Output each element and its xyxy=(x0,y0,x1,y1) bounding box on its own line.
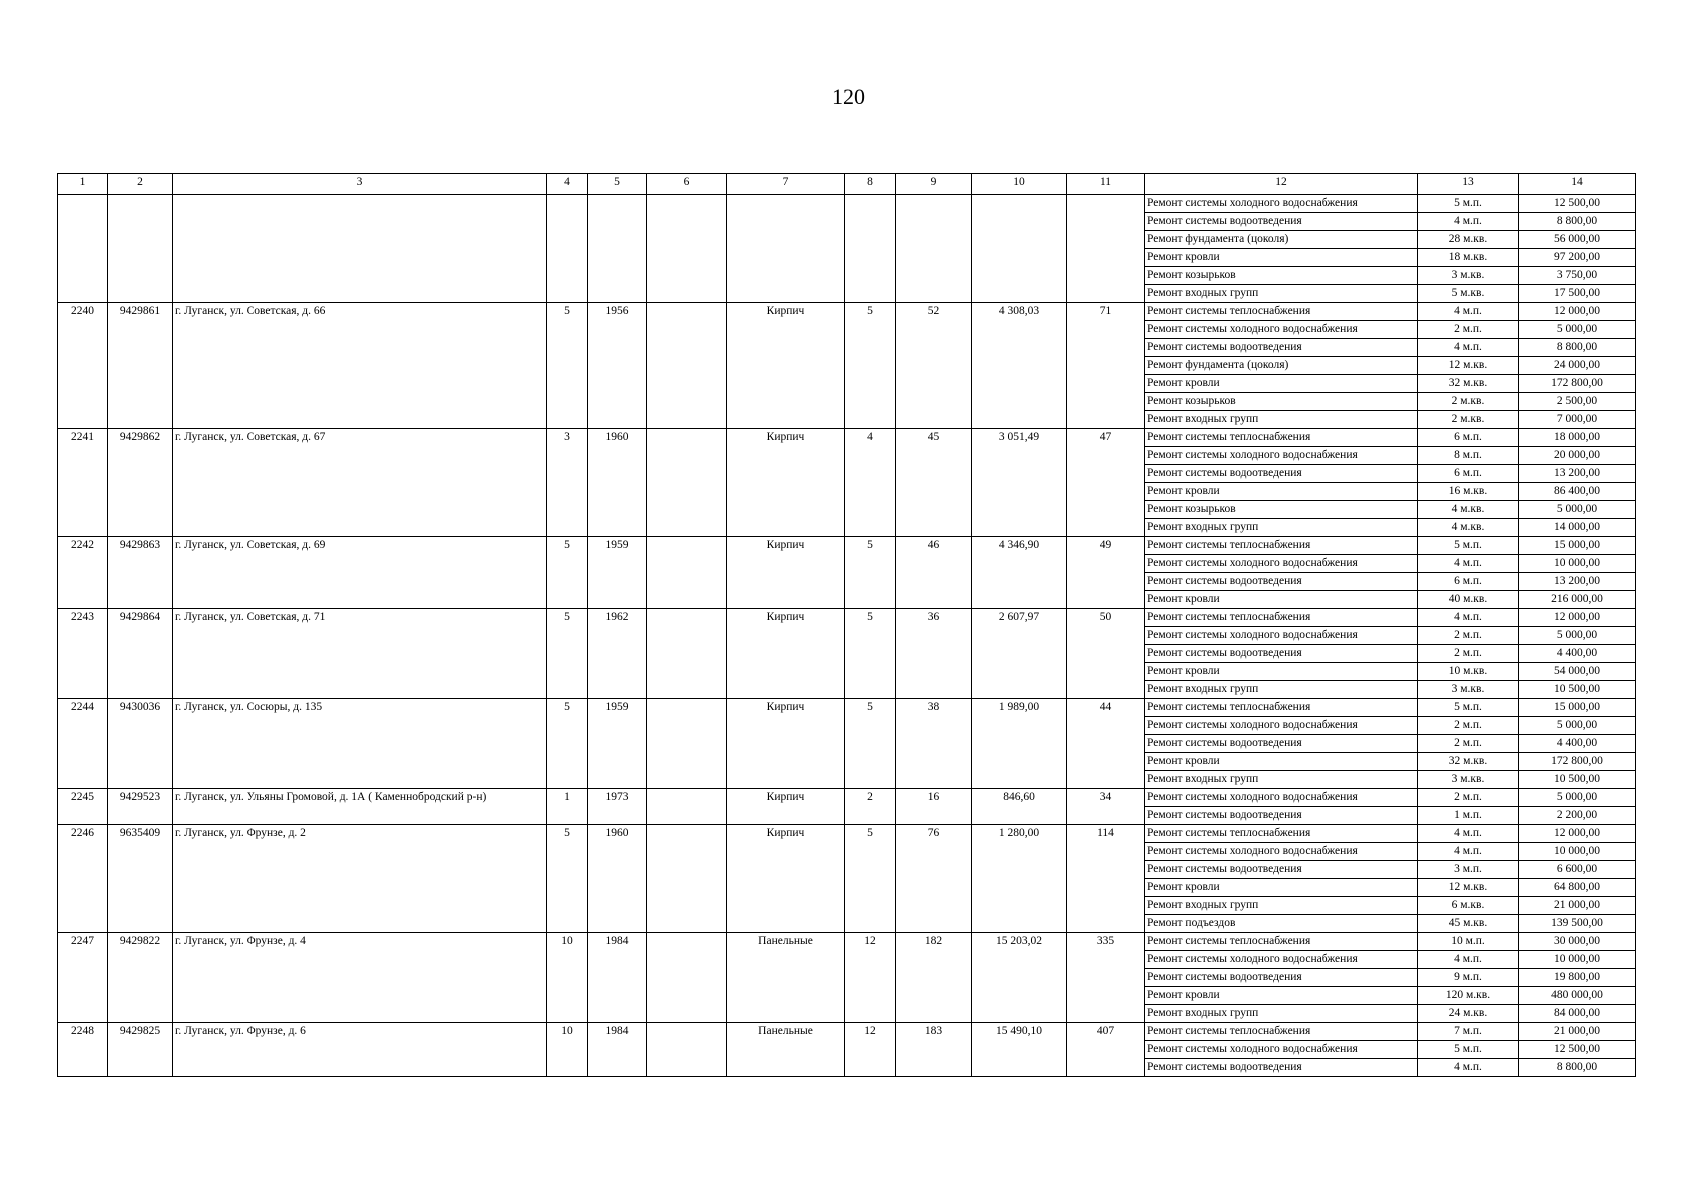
work-cost: 97 200,00 xyxy=(1519,249,1636,267)
table-row xyxy=(58,699,1636,717)
work-cost: 172 800,00 xyxy=(1519,753,1636,771)
work-cost: 15 000,00 xyxy=(1519,699,1636,717)
work-name: Ремонт кровли xyxy=(1145,753,1418,771)
work-name: Ремонт системы водоотведения xyxy=(1145,573,1418,591)
work-name: Ремонт входных групп xyxy=(1145,285,1418,303)
work-cost: 2 500,00 xyxy=(1519,393,1636,411)
building-year: 1984 xyxy=(588,1023,647,1077)
building-col9: 38 xyxy=(896,699,972,789)
work-volume: 1 м.п. xyxy=(1418,807,1519,825)
work-cost: 5 000,00 xyxy=(1519,627,1636,645)
building-year: 1960 xyxy=(588,825,647,933)
work-volume: 5 м.кв. xyxy=(1418,285,1519,303)
page-number: 120 xyxy=(832,84,865,109)
building-col8: 5 xyxy=(845,303,896,429)
column-header-12: 12 xyxy=(1145,174,1418,195)
building-floors: 3 xyxy=(547,429,588,537)
building-year: 1959 xyxy=(588,699,647,789)
building-col8: 4 xyxy=(845,429,896,537)
work-name: Ремонт кровли xyxy=(1145,249,1418,267)
work-volume: 2 м.п. xyxy=(1418,321,1519,339)
work-cost: 24 000,00 xyxy=(1519,357,1636,375)
building-address: г. Луганск, ул. Советская, д. 69 xyxy=(173,537,547,609)
work-name: Ремонт системы холодного водоснабжения xyxy=(1145,447,1418,465)
work-volume: 2 м.кв. xyxy=(1418,393,1519,411)
work-volume: 5 м.п. xyxy=(1418,1041,1519,1059)
work-volume: 2 м.п. xyxy=(1418,789,1519,807)
work-name: Ремонт системы водоотведения xyxy=(1145,339,1418,357)
work-name: Ремонт системы теплоснабжения xyxy=(1145,429,1418,447)
work-volume: 4 м.п. xyxy=(1418,951,1519,969)
building-year: 1984 xyxy=(588,933,647,1023)
building-col11: 49 xyxy=(1067,537,1145,609)
work-volume: 32 м.кв. xyxy=(1418,375,1519,393)
work-cost: 5 000,00 xyxy=(1519,789,1636,807)
building-code: 9429863 xyxy=(108,537,173,609)
work-volume: 10 м.кв. xyxy=(1418,663,1519,681)
building-code: 9429523 xyxy=(108,789,173,825)
work-name: Ремонт системы холодного водоснабжения xyxy=(1145,555,1418,573)
building-col8: 5 xyxy=(845,537,896,609)
building-code: 9429861 xyxy=(108,303,173,429)
work-volume: 4 м.кв. xyxy=(1418,519,1519,537)
work-name: Ремонт системы холодного водоснабжения xyxy=(1145,717,1418,735)
building-number: 2240 xyxy=(58,303,108,429)
column-header-5: 5 xyxy=(588,174,647,195)
column-header-13: 13 xyxy=(1418,174,1519,195)
column-header-4: 4 xyxy=(547,174,588,195)
building-year: 1960 xyxy=(588,429,647,537)
building-area xyxy=(972,195,1067,303)
building-col6 xyxy=(647,933,727,1023)
work-cost: 15 000,00 xyxy=(1519,537,1636,555)
work-volume: 3 м.п. xyxy=(1418,861,1519,879)
work-name: Ремонт системы холодного водоснабжения xyxy=(1145,195,1418,213)
building-year: 1956 xyxy=(588,303,647,429)
building-address: г. Луганск, ул. Советская, д. 71 xyxy=(173,609,547,699)
building-code: 9635409 xyxy=(108,825,173,933)
work-cost: 3 750,00 xyxy=(1519,267,1636,285)
building-col6 xyxy=(647,1023,727,1077)
building-floors: 5 xyxy=(547,303,588,429)
building-col11: 34 xyxy=(1067,789,1145,825)
work-cost: 12 000,00 xyxy=(1519,609,1636,627)
work-name: Ремонт кровли xyxy=(1145,375,1418,393)
building-material: Кирпич xyxy=(727,537,845,609)
table-row xyxy=(58,933,1636,951)
work-cost: 12 000,00 xyxy=(1519,303,1636,321)
work-name: Ремонт системы водоотведения xyxy=(1145,735,1418,753)
building-col11: 71 xyxy=(1067,303,1145,429)
work-name: Ремонт системы холодного водоснабжения xyxy=(1145,321,1418,339)
work-volume: 120 м.кв. xyxy=(1418,987,1519,1005)
work-cost: 5 000,00 xyxy=(1519,321,1636,339)
work-name: Ремонт системы водоотведения xyxy=(1145,645,1418,663)
column-header-6: 6 xyxy=(647,174,727,195)
building-col9: 16 xyxy=(896,789,972,825)
work-cost: 10 000,00 xyxy=(1519,555,1636,573)
work-name: Ремонт системы теплоснабжения xyxy=(1145,699,1418,717)
table-body xyxy=(58,195,1636,1077)
work-volume: 5 м.п. xyxy=(1418,699,1519,717)
work-name: Ремонт кровли xyxy=(1145,483,1418,501)
work-name: Ремонт входных групп xyxy=(1145,681,1418,699)
table-row xyxy=(58,825,1636,843)
work-volume: 16 м.кв. xyxy=(1418,483,1519,501)
work-name: Ремонт системы теплоснабжения xyxy=(1145,303,1418,321)
building-address: г. Луганск, ул. Советская, д. 67 xyxy=(173,429,547,537)
building-col6 xyxy=(647,429,727,537)
building-col8: 12 xyxy=(845,1023,896,1077)
building-floors: 5 xyxy=(547,699,588,789)
work-cost: 17 500,00 xyxy=(1519,285,1636,303)
work-cost: 20 000,00 xyxy=(1519,447,1636,465)
work-volume: 4 м.п. xyxy=(1418,339,1519,357)
table-row xyxy=(58,429,1636,447)
work-cost: 56 000,00 xyxy=(1519,231,1636,249)
building-col8: 5 xyxy=(845,825,896,933)
work-cost: 7 000,00 xyxy=(1519,411,1636,429)
building-col6 xyxy=(647,303,727,429)
table-row xyxy=(58,195,1636,213)
work-cost: 8 800,00 xyxy=(1519,339,1636,357)
building-number: 2246 xyxy=(58,825,108,933)
work-volume: 32 м.кв. xyxy=(1418,753,1519,771)
work-name: Ремонт кровли xyxy=(1145,879,1418,897)
building-code xyxy=(108,195,173,303)
work-name: Ремонт козырьков xyxy=(1145,393,1418,411)
work-name: Ремонт системы теплоснабжения xyxy=(1145,537,1418,555)
work-name: Ремонт системы холодного водоснабжения xyxy=(1145,951,1418,969)
building-col11: 114 xyxy=(1067,825,1145,933)
building-address: г. Луганск, ул. Ульяны Громовой, д. 1А ( Каменнобродский р-н) xyxy=(173,789,547,825)
building-area: 1 280,00 xyxy=(972,825,1067,933)
work-volume: 4 м.п. xyxy=(1418,843,1519,861)
work-name: Ремонт системы теплоснабжения xyxy=(1145,825,1418,843)
header-row xyxy=(58,174,1636,195)
column-header-2: 2 xyxy=(108,174,173,195)
column-header-3: 3 xyxy=(173,174,547,195)
work-cost: 10 500,00 xyxy=(1519,771,1636,789)
work-volume: 6 м.кв. xyxy=(1418,897,1519,915)
work-volume: 4 м.п. xyxy=(1418,213,1519,231)
table-row xyxy=(58,609,1636,627)
column-header-8: 8 xyxy=(845,174,896,195)
building-material: Кирпич xyxy=(727,789,845,825)
work-cost: 172 800,00 xyxy=(1519,375,1636,393)
building-col11: 335 xyxy=(1067,933,1145,1023)
building-col9: 183 xyxy=(896,1023,972,1077)
column-header-10: 10 xyxy=(972,174,1067,195)
work-name: Ремонт входных групп xyxy=(1145,771,1418,789)
building-col8: 12 xyxy=(845,933,896,1023)
building-area: 1 989,00 xyxy=(972,699,1067,789)
building-code: 9430036 xyxy=(108,699,173,789)
work-cost: 84 000,00 xyxy=(1519,1005,1636,1023)
building-col6 xyxy=(647,825,727,933)
work-cost: 10 000,00 xyxy=(1519,951,1636,969)
building-year: 1973 xyxy=(588,789,647,825)
work-cost: 6 600,00 xyxy=(1519,861,1636,879)
work-name: Ремонт кровли xyxy=(1145,987,1418,1005)
work-name: Ремонт системы водоотведения xyxy=(1145,861,1418,879)
work-volume: 3 м.кв. xyxy=(1418,771,1519,789)
building-number: 2242 xyxy=(58,537,108,609)
work-cost: 12 500,00 xyxy=(1519,1041,1636,1059)
work-volume: 40 м.кв. xyxy=(1418,591,1519,609)
work-cost: 12 000,00 xyxy=(1519,825,1636,843)
work-cost: 21 000,00 xyxy=(1519,897,1636,915)
table-row xyxy=(58,1023,1636,1041)
building-material: Кирпич xyxy=(727,609,845,699)
building-material: Кирпич xyxy=(727,429,845,537)
table-row xyxy=(58,789,1636,807)
work-name: Ремонт системы водоотведения xyxy=(1145,1059,1418,1077)
work-volume: 3 м.кв. xyxy=(1418,681,1519,699)
building-material: Панельные xyxy=(727,1023,845,1077)
work-cost: 480 000,00 xyxy=(1519,987,1636,1005)
building-col9 xyxy=(896,195,972,303)
work-volume: 12 м.кв. xyxy=(1418,879,1519,897)
building-area: 3 051,49 xyxy=(972,429,1067,537)
building-material xyxy=(727,195,845,303)
building-code: 9429825 xyxy=(108,1023,173,1077)
work-cost: 13 200,00 xyxy=(1519,573,1636,591)
work-name: Ремонт системы холодного водоснабжения xyxy=(1145,627,1418,645)
work-cost: 18 000,00 xyxy=(1519,429,1636,447)
building-col6 xyxy=(647,789,727,825)
work-name: Ремонт фундамента (цоколя) xyxy=(1145,231,1418,249)
work-cost: 216 000,00 xyxy=(1519,591,1636,609)
building-area: 846,60 xyxy=(972,789,1067,825)
building-col8: 2 xyxy=(845,789,896,825)
building-material: Кирпич xyxy=(727,303,845,429)
work-volume: 28 м.кв. xyxy=(1418,231,1519,249)
work-cost: 21 000,00 xyxy=(1519,1023,1636,1041)
building-col6 xyxy=(647,537,727,609)
work-cost: 13 200,00 xyxy=(1519,465,1636,483)
work-volume: 2 м.п. xyxy=(1418,735,1519,753)
building-col11 xyxy=(1067,195,1145,303)
work-volume: 9 м.п. xyxy=(1418,969,1519,987)
work-name: Ремонт системы водоотведения xyxy=(1145,807,1418,825)
building-code: 9429862 xyxy=(108,429,173,537)
building-number: 2241 xyxy=(58,429,108,537)
work-cost: 2 200,00 xyxy=(1519,807,1636,825)
table-row xyxy=(58,537,1636,555)
building-material: Кирпич xyxy=(727,699,845,789)
building-area: 2 607,97 xyxy=(972,609,1067,699)
repair-works-table xyxy=(57,173,1636,1077)
work-cost: 54 000,00 xyxy=(1519,663,1636,681)
work-cost: 8 800,00 xyxy=(1519,213,1636,231)
building-number: 2247 xyxy=(58,933,108,1023)
building-floors: 10 xyxy=(547,933,588,1023)
work-volume: 4 м.кв. xyxy=(1418,501,1519,519)
building-col9: 36 xyxy=(896,609,972,699)
work-cost: 139 500,00 xyxy=(1519,915,1636,933)
work-volume: 2 м.п. xyxy=(1418,645,1519,663)
work-volume: 6 м.п. xyxy=(1418,465,1519,483)
building-address xyxy=(173,195,547,303)
building-number: 2245 xyxy=(58,789,108,825)
work-volume: 12 м.кв. xyxy=(1418,357,1519,375)
work-name: Ремонт входных групп xyxy=(1145,897,1418,915)
building-address: г. Луганск, ул. Фрунзе, д. 6 xyxy=(173,1023,547,1077)
building-address: г. Луганск, ул. Фрунзе, д. 2 xyxy=(173,825,547,933)
building-code: 9429864 xyxy=(108,609,173,699)
building-col9: 46 xyxy=(896,537,972,609)
building-floors xyxy=(547,195,588,303)
building-area: 4 346,90 xyxy=(972,537,1067,609)
building-col9: 182 xyxy=(896,933,972,1023)
work-volume: 7 м.п. xyxy=(1418,1023,1519,1041)
building-address: г. Луганск, ул. Сосюры, д. 135 xyxy=(173,699,547,789)
work-name: Ремонт системы холодного водоснабжения xyxy=(1145,789,1418,807)
work-cost: 5 000,00 xyxy=(1519,501,1636,519)
work-volume: 6 м.п. xyxy=(1418,573,1519,591)
work-volume: 2 м.кв. xyxy=(1418,411,1519,429)
work-cost: 19 800,00 xyxy=(1519,969,1636,987)
building-floors: 10 xyxy=(547,1023,588,1077)
building-address: г. Луганск, ул. Фрунзе, д. 4 xyxy=(173,933,547,1023)
building-col9: 52 xyxy=(896,303,972,429)
building-number: 2244 xyxy=(58,699,108,789)
building-col11: 407 xyxy=(1067,1023,1145,1077)
work-cost: 4 400,00 xyxy=(1519,645,1636,663)
building-floors: 5 xyxy=(547,825,588,933)
building-col9: 45 xyxy=(896,429,972,537)
work-name: Ремонт системы холодного водоснабжения xyxy=(1145,843,1418,861)
work-cost: 8 800,00 xyxy=(1519,1059,1636,1077)
building-material: Панельные xyxy=(727,933,845,1023)
work-volume: 5 м.п. xyxy=(1418,537,1519,555)
building-col6 xyxy=(647,609,727,699)
work-volume: 4 м.п. xyxy=(1418,303,1519,321)
work-volume: 10 м.п. xyxy=(1418,933,1519,951)
work-name: Ремонт системы теплоснабжения xyxy=(1145,933,1418,951)
work-volume: 24 м.кв. xyxy=(1418,1005,1519,1023)
building-col8 xyxy=(845,195,896,303)
work-cost: 64 800,00 xyxy=(1519,879,1636,897)
work-name: Ремонт кровли xyxy=(1145,663,1418,681)
work-name: Ремонт козырьков xyxy=(1145,501,1418,519)
work-name: Ремонт системы теплоснабжения xyxy=(1145,609,1418,627)
building-floors: 5 xyxy=(547,609,588,699)
building-col8: 5 xyxy=(845,699,896,789)
work-volume: 2 м.п. xyxy=(1418,627,1519,645)
building-area: 15 203,02 xyxy=(972,933,1067,1023)
table-row xyxy=(58,303,1636,321)
building-year: 1959 xyxy=(588,537,647,609)
building-code: 9429822 xyxy=(108,933,173,1023)
work-name: Ремонт подъездов xyxy=(1145,915,1418,933)
work-volume: 5 м.п. xyxy=(1418,195,1519,213)
work-volume: 2 м.п. xyxy=(1418,717,1519,735)
work-volume: 8 м.п. xyxy=(1418,447,1519,465)
building-col8: 5 xyxy=(845,609,896,699)
building-material: Кирпич xyxy=(727,825,845,933)
work-volume: 6 м.п. xyxy=(1418,429,1519,447)
work-volume: 4 м.п. xyxy=(1418,555,1519,573)
building-number xyxy=(58,195,108,303)
building-col11: 47 xyxy=(1067,429,1145,537)
work-name: Ремонт системы холодного водоснабжения xyxy=(1145,1041,1418,1059)
building-number: 2248 xyxy=(58,1023,108,1077)
building-area: 4 308,03 xyxy=(972,303,1067,429)
work-cost: 5 000,00 xyxy=(1519,717,1636,735)
building-area: 15 490,10 xyxy=(972,1023,1067,1077)
column-header-1: 1 xyxy=(58,174,108,195)
building-address: г. Луганск, ул. Советская, д. 66 xyxy=(173,303,547,429)
building-number: 2243 xyxy=(58,609,108,699)
work-name: Ремонт фундамента (цоколя) xyxy=(1145,357,1418,375)
work-name: Ремонт кровли xyxy=(1145,591,1418,609)
column-header-7: 7 xyxy=(727,174,845,195)
work-volume: 4 м.п. xyxy=(1418,825,1519,843)
building-col6 xyxy=(647,699,727,789)
building-year: 1962 xyxy=(588,609,647,699)
work-volume: 4 м.п. xyxy=(1418,609,1519,627)
work-name: Ремонт входных групп xyxy=(1145,519,1418,537)
column-header-9: 9 xyxy=(896,174,972,195)
work-volume: 4 м.п. xyxy=(1418,1059,1519,1077)
work-name: Ремонт системы водоотведения xyxy=(1145,213,1418,231)
work-volume: 3 м.кв. xyxy=(1418,267,1519,285)
work-volume: 18 м.кв. xyxy=(1418,249,1519,267)
column-header-14: 14 xyxy=(1519,174,1636,195)
work-name: Ремонт системы водоотведения xyxy=(1145,969,1418,987)
work-name: Ремонт системы теплоснабжения xyxy=(1145,1023,1418,1041)
building-floors: 5 xyxy=(547,537,588,609)
building-col9: 76 xyxy=(896,825,972,933)
building-year xyxy=(588,195,647,303)
work-cost: 10 500,00 xyxy=(1519,681,1636,699)
building-floors: 1 xyxy=(547,789,588,825)
work-cost: 30 000,00 xyxy=(1519,933,1636,951)
work-name: Ремонт входных групп xyxy=(1145,1005,1418,1023)
work-cost: 14 000,00 xyxy=(1519,519,1636,537)
work-cost: 12 500,00 xyxy=(1519,195,1636,213)
work-name: Ремонт системы водоотведения xyxy=(1145,465,1418,483)
building-col6 xyxy=(647,195,727,303)
building-col11: 50 xyxy=(1067,609,1145,699)
work-name: Ремонт входных групп xyxy=(1145,411,1418,429)
work-cost: 10 000,00 xyxy=(1519,843,1636,861)
building-col11: 44 xyxy=(1067,699,1145,789)
work-cost: 4 400,00 xyxy=(1519,735,1636,753)
work-cost: 86 400,00 xyxy=(1519,483,1636,501)
work-volume: 45 м.кв. xyxy=(1418,915,1519,933)
column-header-11: 11 xyxy=(1067,174,1145,195)
work-name: Ремонт козырьков xyxy=(1145,267,1418,285)
